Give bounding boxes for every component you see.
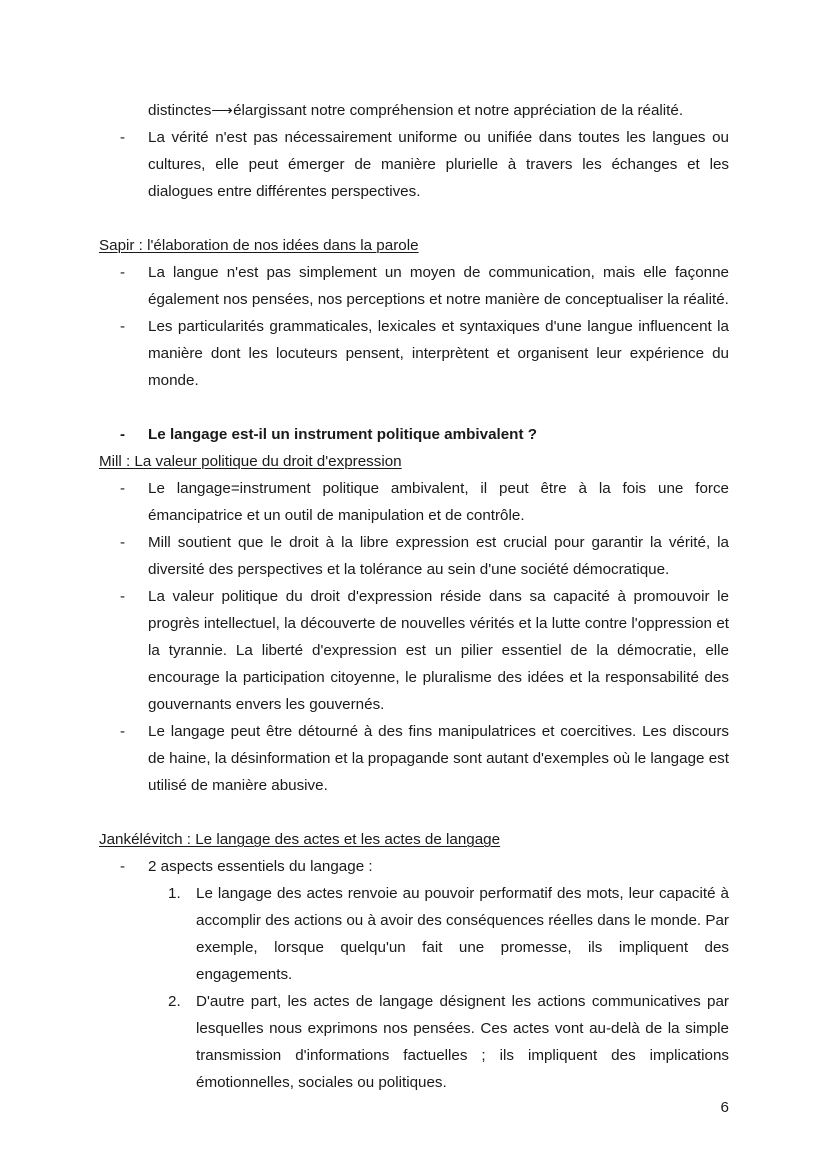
bullet-marker: - (120, 858, 126, 875)
bullet-item (99, 124, 729, 205)
bullet-marker: - (120, 426, 126, 443)
page-number: 6 (720, 1099, 729, 1116)
paragraph-spacer (99, 394, 729, 421)
list-number-marker: 1. (168, 885, 181, 902)
section-heading-text: Sapir : l'élaboration de nos idées dans la parole (99, 237, 419, 254)
bullet-text: Le langage est-il un instrument politique ambivalent ? (148, 426, 538, 443)
numbered-list-item (99, 988, 729, 1096)
bullet-text: Mill soutient que le droit à la libre expression est crucial pour garantir la vérité, la diversité des perspectives et la tolérance au sein d'une société démocratique. (148, 534, 729, 578)
numbered-list-text: Le langage des actes renvoie au pouvoir performatif des mots, leur capacité à accomplir des actions ou à avoir des conséquences réelles dans le monde. Par exemple, lorsque quelqu'un fait une promesse, ils impliquent des engagements. (196, 885, 729, 983)
bullet-marker: - (120, 264, 126, 281)
section-heading-text: Jankélévitch : Le langage des actes et les actes de langage (99, 831, 501, 848)
bullet-item (99, 718, 729, 799)
bullet-marker: - (120, 318, 126, 335)
paragraph-spacer (99, 799, 729, 826)
bullet-text: 2 aspects essentiels du langage : (148, 858, 373, 875)
bullet-text: La langue n'est pas simplement un moyen de communication, mais elle façonne également nos pensées, nos perceptions et notre manière de conceptualiser la réalité. (148, 264, 729, 308)
bullet-marker: - (120, 129, 126, 146)
bullet-item (99, 529, 729, 583)
section-heading (99, 448, 729, 475)
bullet-item (99, 853, 729, 880)
bullet-text: Le langage peut être détourné à des fins manipulatrices et coercitives. Les discours de haine, la désinformation et la propagande sont autant d'exemples où le langage est utilisé de manière abusive. (148, 723, 729, 794)
numbered-list-text: D'autre part, les actes de langage désignent les actions communicatives par lesquelles nous exprimons nos pensées. Ces actes vont au-delà de la simple transmission d'informations factuelles ; ils impliquent des implications émotionnelles, sociales ou politiques. (196, 993, 729, 1091)
bullet-text: La vérité n'est pas nécessairement uniforme ou unifiée dans toutes les langues ou cultures, elle peut émerger de manière plurielle à travers les échanges et les dialogues entre différentes perspectives. (148, 129, 729, 200)
bullet-text: La valeur politique du droit d'expression réside dans sa capacité à promouvoir le progrès intellectuel, la découverte de nouvelles vérités et la lutte contre l'oppression et la tyrannie. La liberté d'expression est un pilier essentiel de la démocratie, elle encourage la participation citoyenne, le pluralisme des idées et la responsabilité des gouvernants envers les gouvernés. (148, 588, 729, 713)
section-heading (99, 232, 729, 259)
section-heading-text: Mill : La valeur politique du droit d'expression (99, 453, 402, 470)
bullet-item (99, 583, 729, 718)
section-heading (99, 826, 729, 853)
bullet-marker: - (120, 480, 126, 497)
paragraph-spacer (99, 205, 729, 232)
paragraph-continuation: distinctes⟶élargissant notre compréhension et notre appréciation de la réalité. (148, 102, 684, 119)
bullet-text: Le langage=instrument politique ambivalent, il peut être à la fois une force émancipatrice et un outil de manipulation et de contrôle. (148, 480, 729, 524)
list-number-marker: 2. (168, 993, 181, 1010)
bullet-text: Les particularités grammaticales, lexicales et syntaxiques d'une langue influencent la manière dont les locuteurs pensent, interprètent et organisent leur expérience du monde. (148, 318, 729, 389)
bullet-item (99, 475, 729, 529)
document-body (99, 97, 729, 1096)
bullet-marker: - (120, 588, 126, 605)
bullet-item (99, 313, 729, 394)
bullet-item-emphasized (99, 421, 729, 448)
bullet-marker: - (120, 534, 126, 551)
numbered-list-item (99, 880, 729, 988)
bullet-item (99, 259, 729, 313)
bullet-marker: - (120, 723, 126, 740)
